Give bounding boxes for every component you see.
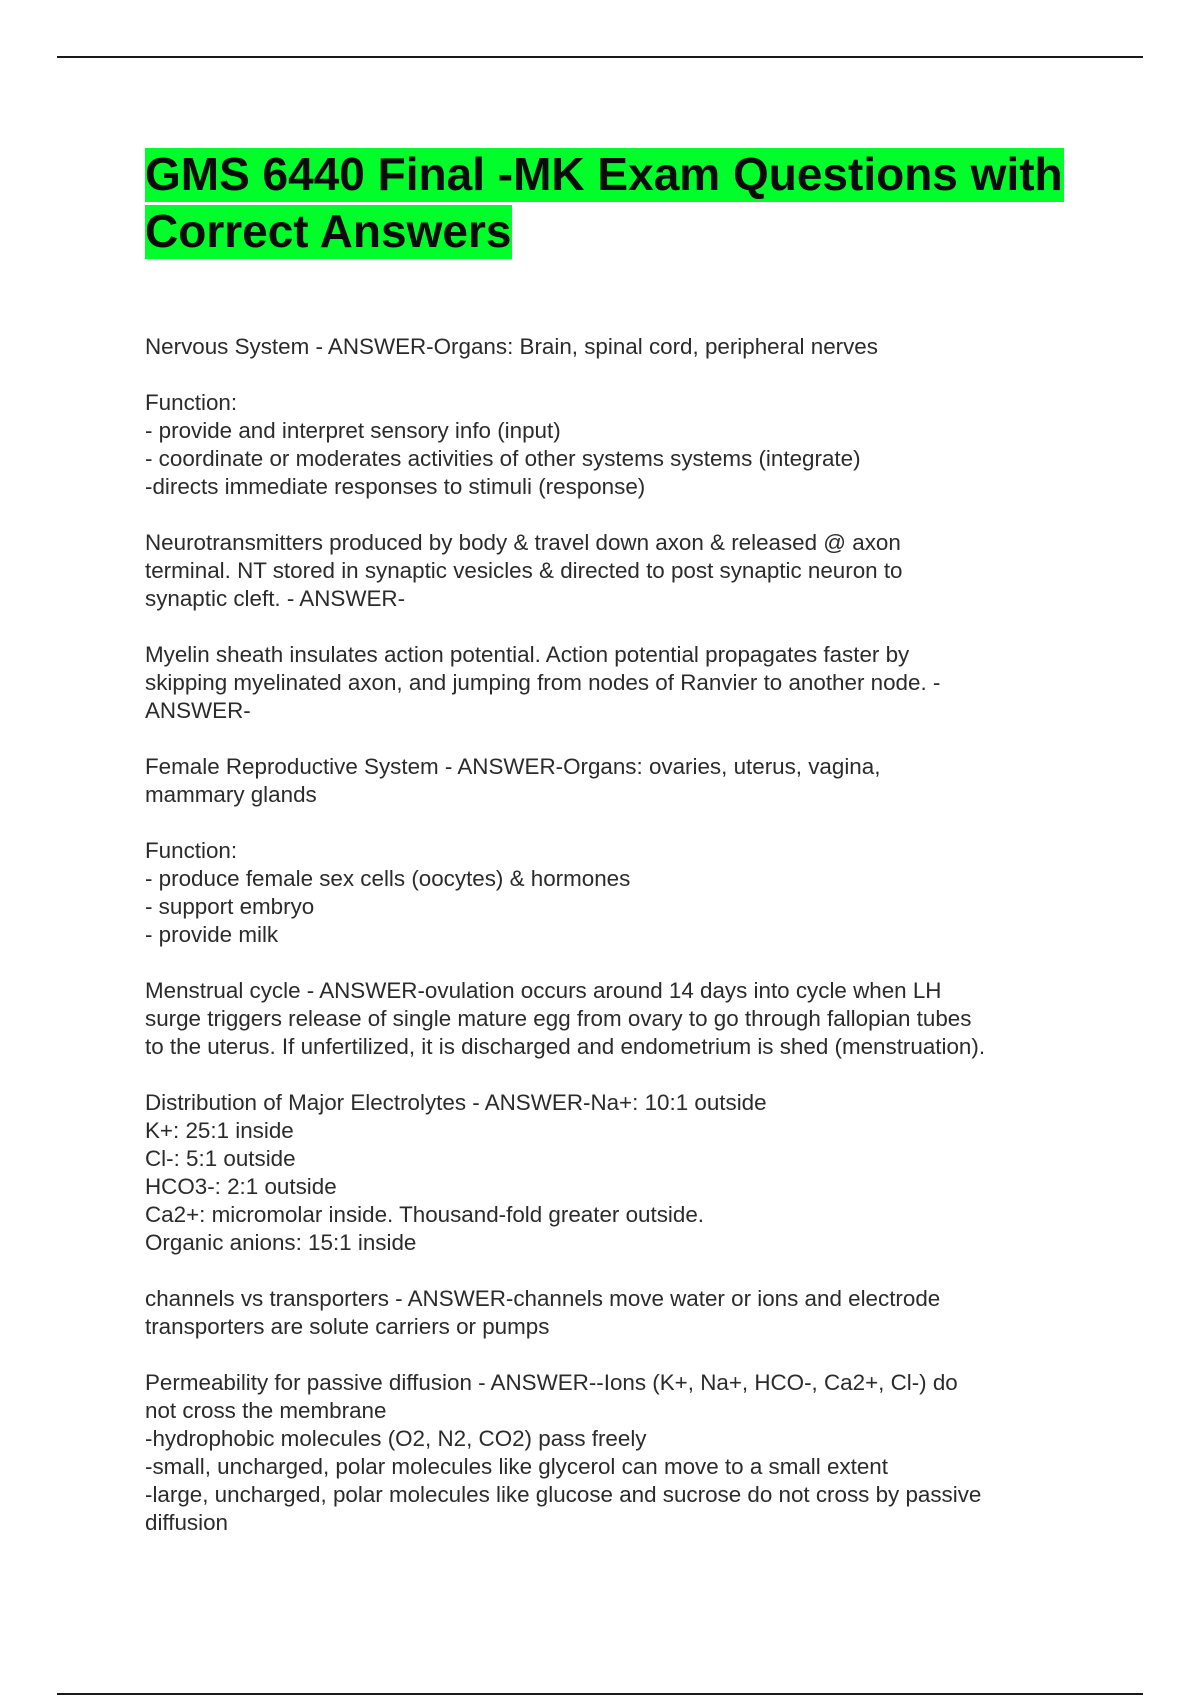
document-title [145,146,1075,260]
qa-entry: Female Reproductive System - ANSWER-Organs: ovaries, uterus, vagina, mammary glands [145,754,881,807]
top-rule [57,56,1143,58]
qa-list [145,333,1075,1537]
title-highlight: GMS 6440 Final -MK Exam Questions with Correct Answers [145,148,1063,257]
qa-entry: Nervous System - ANSWER-Organs: Brain, spinal cord, peripheral nerves [145,334,878,359]
qa-entry: Function: - provide and interpret sensory info (input) - coordinate or moderates activities of other systems systems (integrate) -directs immediate responses to stimuli (response) [145,390,861,499]
qa-entry: Menstrual cycle - ANSWER-ovulation occurs around 14 days into cycle when LH surge triggers release of single mature egg from ovary to go through fallopian tubes to the uterus. If unfertilized, it is discharged and endometrium is shed (menstruation). [145,978,986,1059]
qa-entry: channels vs transporters - ANSWER-channels move water or ions and electrode transporters are solute carriers or pumps [145,1286,941,1339]
document-body [145,146,1075,1565]
qa-entry: Neurotransmitters produced by body & travel down axon & released @ axon terminal. NT stored in synaptic vesicles & directed to post synaptic neuron to synaptic cleft. - ANSWER- [145,530,903,611]
qa-entry: Distribution of Major Electrolytes - ANSWER-Na+: 10:1 outside K+: 25:1 inside Cl-: 5:1 outside HCO3-: 2:1 outside Ca2+: micromolar inside. Thousand-fold greater outside. Organic anions: 15:1 inside [145,1090,767,1255]
qa-entry: Myelin sheath insulates action potential. Action potential propagates faster by skipping myelinated axon, and jumping from nodes of Ranvier to another node. - ANSWER- [145,642,941,723]
bottom-rule [57,1693,1143,1695]
qa-entry: Permeability for passive diffusion - ANSWER--Ions (K+, Na+, HCO-, Ca2+, Cl-) do not cross the membrane -hydrophobic molecules (O2, N2, CO2) pass freely -small, uncharged, polar molecules like glycerol can move to a small extent -large, uncharged, polar molecules like glucose and sucrose do not cross by passive diffusion [145,1370,982,1535]
qa-entry: Function: - produce female sex cells (oocytes) & hormones - support embryo - provide milk [145,838,631,947]
